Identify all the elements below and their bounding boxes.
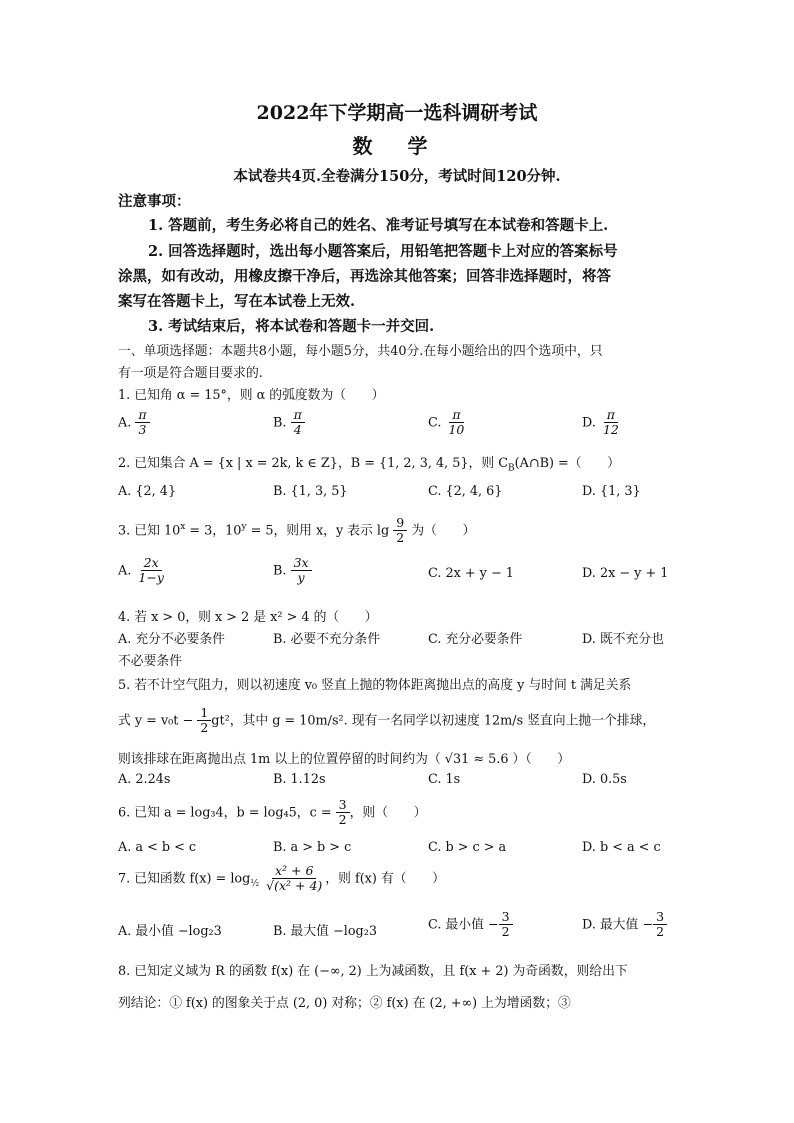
- note-2-line-3: 案写在答题卡上，写在本试卷上无效.: [118, 293, 356, 310]
- question-4-option-b: B. 必要不充分条件: [273, 632, 381, 647]
- frac-num: 9: [393, 516, 407, 531]
- stem-fraction: [393, 516, 407, 546]
- frac-num: 3: [653, 910, 667, 925]
- note-3: 3. 考试结束后，将本试卷和答题卡一并交回.: [148, 318, 435, 335]
- question-7-option-c: [428, 910, 513, 940]
- option-label: A.: [118, 563, 132, 579]
- frac-num: 3x: [291, 556, 312, 571]
- option-label: C. 最小值 −: [428, 917, 499, 933]
- question-7-option-d: [582, 910, 667, 940]
- option-label: C.: [428, 415, 442, 431]
- question-4-option-d: D. 既不充分也: [582, 632, 664, 647]
- stem-part: ，则（ ）: [349, 805, 427, 821]
- question-6-option-d: D. b < a < c: [582, 840, 661, 855]
- question-5-option-a: A. 2.24s: [118, 772, 171, 787]
- frac-den: 3: [138, 422, 147, 438]
- note-2-line-2: 涂黑，如有改动，用橡皮擦干净后，再选涂其他答案；回答非选择题时，将答: [118, 268, 611, 285]
- stem-part: 6. 已知 a = log₃4，b = log₄5，c =: [118, 805, 332, 821]
- notes-heading: 注意事项：: [118, 193, 191, 210]
- question-3-stem: [118, 516, 475, 546]
- question-6-option-a: A. a < b < c: [118, 840, 197, 855]
- stem-part: 式 y = v₀t −: [118, 713, 194, 729]
- frac-den: 2: [396, 530, 405, 546]
- stem-part: = 5，则用 x，y 表示 lg: [246, 523, 390, 539]
- frac-num: π: [604, 408, 618, 423]
- note-2-line-1: 2. 回答选择题时，选出每小题答案后，用铅笔把答题卡上对应的答案标号: [148, 243, 618, 260]
- stem-part: 7. 已知函数 f(x) = log: [118, 871, 251, 887]
- question-5-option-d: D. 0.5s: [582, 772, 627, 787]
- stem-sup: x: [180, 522, 186, 533]
- option-label: D.: [582, 415, 596, 431]
- option-fraction: [291, 556, 312, 586]
- option-label: D. 最大值 −: [582, 917, 654, 933]
- stem-part: = 3，10: [185, 523, 242, 539]
- question-3-option-d: D. 2x − y + 1: [582, 566, 669, 581]
- option-fraction: [135, 408, 149, 438]
- frac-den: 10: [448, 422, 465, 438]
- option-fraction: [499, 910, 513, 940]
- stem-subscript: B: [508, 463, 515, 474]
- question-2-option-b: B. {1, 3, 5}: [273, 484, 348, 499]
- question-1-stem: 1. 已知角 α = 15°，则 α 的弧度数为（ ）: [118, 388, 385, 403]
- question-8-line-1: 8. 已知定义域为 R 的函数 f(x) 在 (−∞, 2) 上为减函数，且 f(x + 2) 为奇函数，则给出下: [118, 964, 628, 979]
- frac-den: √(x² + 4): [266, 878, 323, 894]
- section-1-line-2: 有一项是符合题目要求的.: [118, 366, 263, 381]
- question-5-line-2: [118, 706, 655, 736]
- exam-title: 2022年下学期高一选科调研考试: [256, 102, 538, 124]
- frac-den: y: [297, 570, 305, 586]
- question-1-option-c: [428, 408, 467, 438]
- subject-title: 数 学: [352, 134, 442, 158]
- question-4-option-d-cont: 不必要条件: [118, 654, 182, 669]
- question-2-option-d: D. {1, 3}: [582, 484, 641, 499]
- log-base: ½: [250, 878, 260, 889]
- question-1-option-a: [118, 408, 150, 438]
- question-7-option-a: A. 最小值 −log₂3: [118, 924, 222, 939]
- frac-den: 2: [338, 812, 347, 828]
- frac-den: 2: [200, 720, 209, 736]
- option-fraction: [600, 408, 622, 438]
- stem-fraction: [197, 706, 211, 736]
- question-3-option-c: C. 2x + y − 1: [428, 566, 514, 581]
- stem-part: 为（ ）: [407, 523, 476, 539]
- option-fraction: [445, 408, 467, 438]
- frac-num: 3: [499, 910, 513, 925]
- frac-num: π: [135, 408, 149, 423]
- frac-den: 4: [293, 422, 302, 438]
- frac-den: 1−y: [138, 570, 164, 586]
- question-4-stem: 4. 若 x > 0，则 x > 2 是 x² > 4 的（ ）: [118, 610, 378, 625]
- question-3-option-a: [118, 556, 167, 586]
- question-7-stem: [118, 864, 445, 894]
- option-fraction: [291, 408, 305, 438]
- stem-fraction: [336, 798, 350, 828]
- stem-part: gt²，其中 g = 10m/s². 现有一名同学以初速度 12m/s 竖直向上抛一个排球，: [211, 713, 656, 729]
- option-label: B.: [273, 415, 287, 431]
- question-3-option-b: [273, 556, 312, 586]
- stem-fraction: [263, 864, 325, 894]
- exam-info: 本试卷共4页.全卷满分150分，考试时间120分钟.: [233, 168, 561, 185]
- question-1-option-b: [273, 408, 305, 438]
- question-6-stem: [118, 798, 426, 828]
- option-fraction: [135, 556, 167, 586]
- stem-tail: (A∩B) =（ ）: [514, 456, 620, 471]
- question-5-option-c: C. 1s: [428, 772, 461, 787]
- question-1-option-d: [582, 408, 622, 438]
- question-2-option-a: A. {2, 4}: [118, 484, 177, 499]
- stem-part: ，则 f(x) 有（ ）: [325, 871, 445, 887]
- frac-den: 12: [602, 422, 619, 438]
- frac-den: 2: [501, 924, 510, 940]
- question-5-line-3: 则该排球在距离抛出点 1m 以上的位置停留的时间约为（ √31 ≈ 5.6 ）（ ）: [118, 752, 571, 767]
- question-4-option-c: C. 充分必要条件: [428, 632, 523, 647]
- stem-text: 2. 已知集合 A = {x | x = 2k, k ∈ Z}，B = {1, 2, 3, 4, 5}，则 C: [118, 456, 508, 471]
- question-6-option-c: C. b > c > a: [428, 840, 507, 855]
- frac-num: 3: [336, 798, 350, 813]
- question-2-option-c: C. {2, 4, 6}: [428, 484, 503, 499]
- stem-sup: y: [241, 522, 247, 533]
- question-4-option-a: A. 充分不必要条件: [118, 632, 225, 647]
- frac-num: π: [291, 408, 305, 423]
- stem-part: 3. 已知 10: [118, 523, 181, 539]
- frac-num: π: [449, 408, 463, 423]
- frac-num: 2x: [141, 556, 162, 571]
- frac-den: 2: [656, 924, 665, 940]
- question-5-line-1: 5. 若不计空气阻力，则以初速度 v₀ 竖直上抛的物体距离抛出点的高度 y 与时间 t 满足关系: [118, 678, 632, 693]
- frac-num: x² + 6: [272, 864, 316, 879]
- option-fraction: [653, 910, 667, 940]
- note-1: 1. 答题前，考生务必将自己的姓名、准考证号填写在本试卷和答题卡上.: [148, 217, 609, 234]
- frac-num: 1: [197, 706, 211, 721]
- option-label: B.: [273, 563, 287, 579]
- question-8-line-2: 列结论：① f(x) 的图象关于点 (2, 0) 对称；② f(x) 在 (2, +∞) 上为增函数；③: [118, 996, 571, 1011]
- option-label: A.: [118, 415, 132, 431]
- question-2-stem: [118, 452, 620, 474]
- section-1-line-1: 一、单项选择题：本题共8小题，每小题5分，共40分.在每小题给出的四个选项中，只: [118, 344, 603, 359]
- question-7-option-b: B. 最大值 −log₂3: [273, 924, 377, 939]
- question-6-option-b: B. a > b > c: [273, 840, 352, 855]
- question-5-option-b: B. 1.12s: [273, 772, 326, 787]
